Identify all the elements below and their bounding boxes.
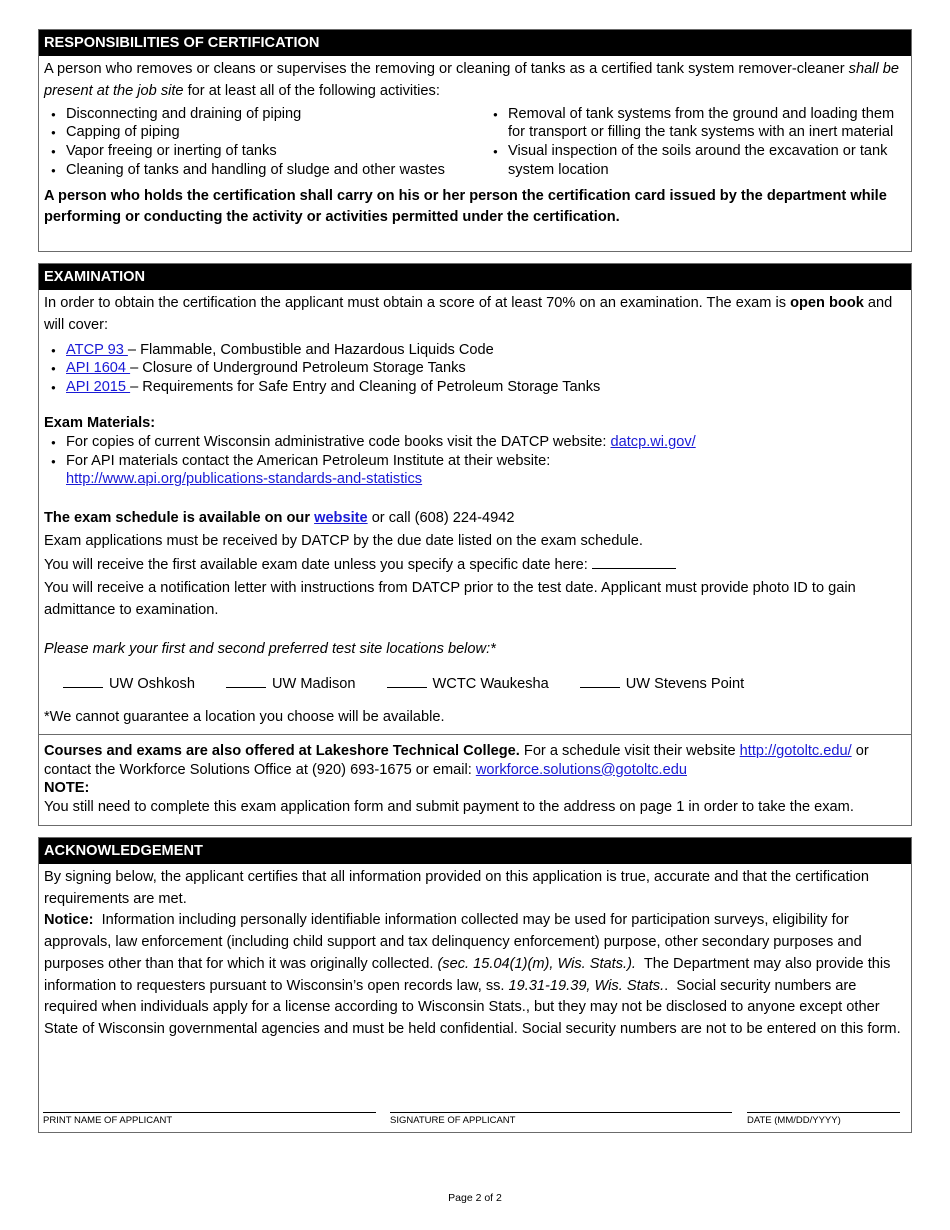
api-2015-link[interactable]: API 2015 (66, 379, 131, 396)
activity-list (44, 105, 905, 180)
site-mark-field[interactable] (387, 673, 427, 688)
signature-field[interactable]: SIGNATURE OF APPLICANT (390, 1112, 732, 1128)
examination-section (38, 263, 912, 735)
specific-date-line: You will receive the first available exam date unless you specify a specific date here: (44, 554, 905, 577)
page-number: Page 2 of 2 (448, 1192, 502, 1204)
acknowledgement-section (38, 837, 912, 1133)
activity-list-right (486, 105, 905, 180)
specific-date-field[interactable] (592, 554, 676, 569)
examination-intro: In order to obtain the certification the applicant must obtain a score of at least 70% on an examination. The exam is open book and will cover: (44, 295, 893, 333)
notice-text: Notice: Information including personally identifiable information collected may be used for participation surveys, eligibility for approvals, law enforcement (including child support and tax delinquency enforcement) purpose, other secondary purposes and purposes other than that for which it was originally collected. (sec. 15.04(1)(m), Wis. Stats.). The Department may also provide this information to requesters pursuant to Wisconsin’s open records law, ss. 19.31-19.39, Wis. Stats.. Social security numbers are required when individuals apply for a license according to Wisconsin Stats., but they may not be disclosed to anyone except other State of Wisconsin governmental agencies and must be held confidential. Social security numbers are not to be entered on this form. (44, 912, 901, 1037)
activity-list-left (44, 105, 486, 180)
api-1604-link[interactable]: API 1604 (66, 360, 131, 377)
workforce-email-link[interactable]: workforce.solutions@gotoltc.edu (475, 761, 687, 778)
datcp-website-link[interactable]: datcp.wi.gov/ (610, 433, 696, 450)
responsibilities-intro: A person who removes or cleans or supervises the removing or cleaning of tanks as a certified tank system remover-cleaner shall be present at the job site for at least all of the following activities: (44, 61, 899, 99)
signature-row (39, 1112, 911, 1130)
received-line: Exam applications must be received by DATCP by the due date listed on the exam schedule. (44, 532, 643, 549)
list-item: ● ATCP 93 – Flammable, Combustible and Hazardous Liquids Code (44, 341, 905, 360)
exam-code-list (44, 341, 905, 397)
note-text: You still need to complete this exam application form and submit payment to the address on page 1 in order to take the exam. (44, 798, 854, 815)
responsibilities-header: RESPONSIBILITIES OF CERTIFICATION (39, 30, 911, 56)
examination-header: EXAMINATION (39, 264, 911, 290)
print-name-field[interactable]: PRINT NAME OF APPLICANT (43, 1112, 376, 1128)
site-mark-field[interactable] (580, 673, 620, 688)
list-item: ● API 2015 – Requirements for Safe Entry and Cleaning of Petroleum Storage Tanks (44, 378, 905, 397)
acknowledgement-header: ACKNOWLEDGEMENT (39, 838, 911, 864)
exam-materials-list (44, 433, 905, 489)
site-prompt: Please mark your first and second preferred test site locations below:* (44, 640, 496, 657)
location-guarantee-note: *We cannot guarantee a location you choose will be available. (44, 709, 445, 726)
site-option-wctc-waukesha[interactable]: WCTC Waukesha (387, 673, 549, 696)
responsibilities-section (38, 29, 912, 252)
notification-line: You will receive a notification letter with instructions from DATCP prior to the test date. Applicant must provide photo ID to gain admittance to examination. (44, 579, 856, 618)
list-item: ● Cleaning of tanks and handling of sludge and other wastes (44, 161, 486, 180)
certify-statement: By signing below, the applicant certifies that all information provided on this application is true, accurate and that the certification requirements are met. (44, 869, 870, 907)
api-website-link[interactable]: http://www.api.org/publications-standards-and-statistics (66, 471, 423, 488)
list-item: ● Visual inspection of the soils around the excavation or tank system location (486, 142, 905, 179)
date-field[interactable]: DATE (MM/DD/YYYY) (747, 1112, 900, 1128)
lakeshore-website-link[interactable]: http://gotoltc.edu/ (739, 743, 852, 759)
list-item: ● Capping of piping (44, 123, 486, 142)
site-option-uw-oshkosh[interactable]: UW Oshkosh (63, 673, 195, 696)
site-mark-field[interactable] (63, 673, 103, 688)
atcp-93-link[interactable]: ATCP 93 (66, 341, 128, 358)
exam-materials-title: Exam Materials: (44, 414, 156, 431)
certification-card-statement: A person who holds the certification shall carry on his or her person the certification card issued by the department while performing or conducting the activity or activities permitted under the certification. (44, 187, 887, 226)
site-option-uw-stevens-point[interactable]: UW Stevens Point (580, 673, 744, 696)
list-item: ● Vapor freeing or inerting of tanks (44, 142, 486, 161)
list-item: ● For copies of current Wisconsin administrative code books visit the DATCP website: datcp.wi.gov/ (44, 433, 905, 452)
exam-schedule-line: The exam schedule is available on our website or call (608) 224-4942 (44, 510, 515, 526)
exam-schedule-website-link[interactable]: website (314, 510, 368, 526)
lakeshore-section (38, 734, 912, 826)
site-option-uw-madison[interactable]: UW Madison (226, 673, 356, 696)
test-site-options (44, 673, 905, 696)
note-label: NOTE: (44, 780, 90, 796)
list-item: ● API 1604 – Closure of Underground Petroleum Storage Tanks (44, 359, 905, 378)
list-item: ● Removal of tank systems from the ground and loading them for transport or filling the tank systems with an inert material (486, 105, 905, 142)
lakeshore-info: Courses and exams are also offered at Lakeshore Technical College. For a schedule visit their website http://gotoltc.edu/ or contact the Workforce Solutions Office at (920) 693-1675 or email: workforce.solutions@gotoltc.edu (44, 743, 869, 778)
site-mark-field[interactable] (226, 673, 266, 688)
list-item: ● For API materials contact the American Petroleum Institute at their website: http://www.api.org/publications-standards-and-statistics (44, 452, 905, 489)
list-item: ● Disconnecting and draining of piping (44, 105, 486, 124)
